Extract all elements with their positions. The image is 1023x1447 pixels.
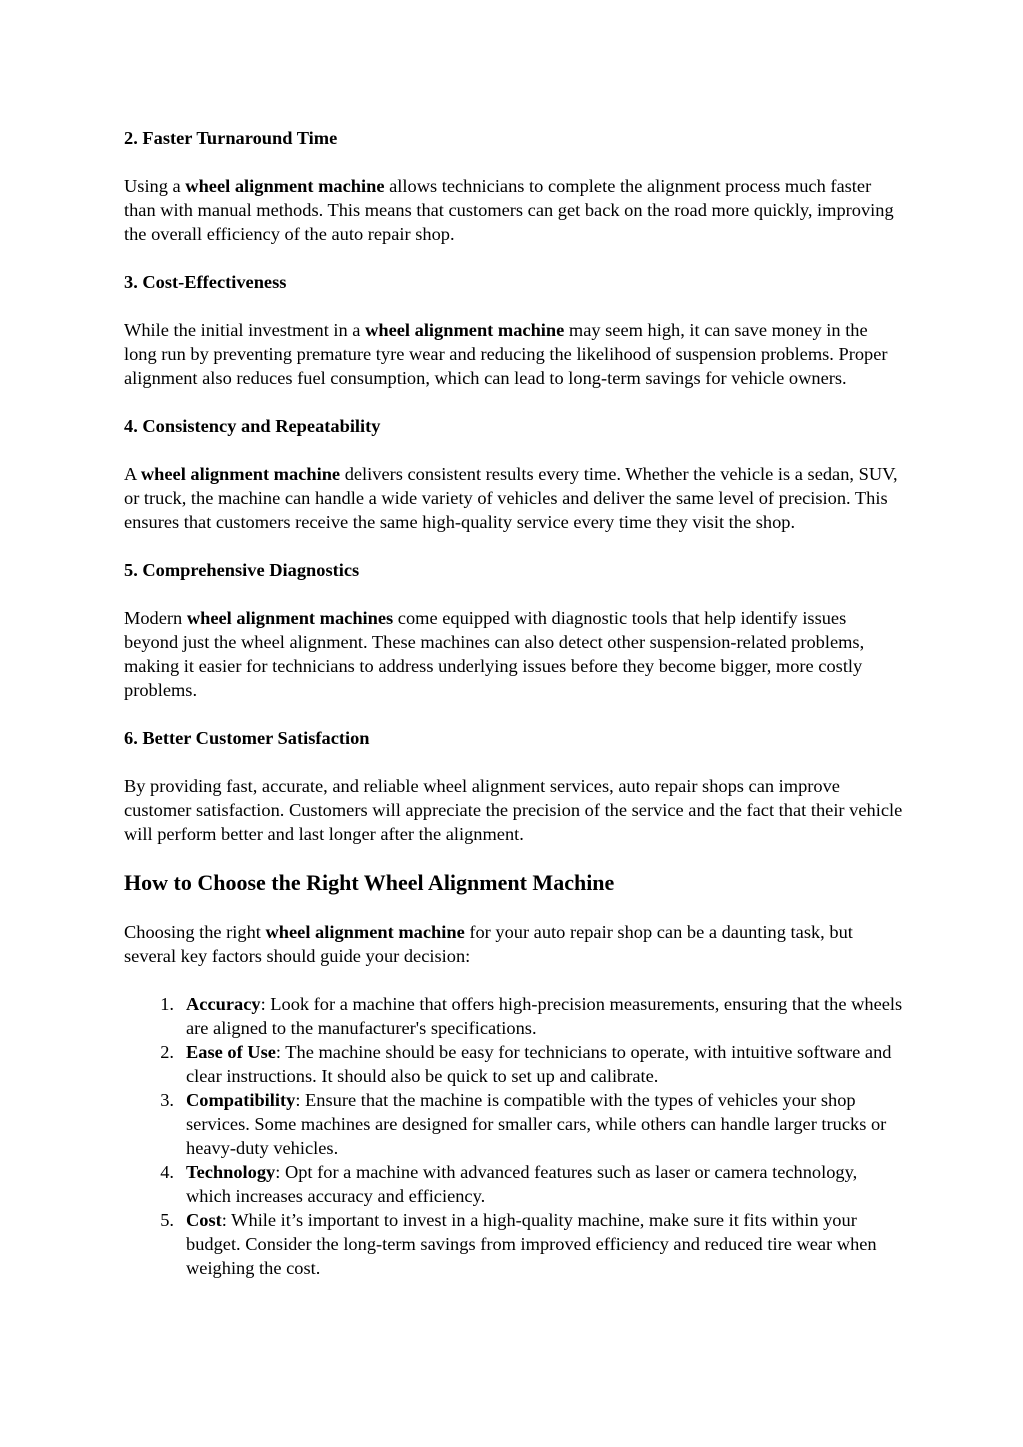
list-number: 2. <box>160 1042 174 1062</box>
paragraph-text: for your auto repair shop can be a daunting task, but several key factors should guide your decision: <box>124 922 853 966</box>
keyword-bold: wheel alignment machines <box>186 608 394 628</box>
section-paragraph <box>124 174 904 246</box>
list-item <box>124 1088 904 1160</box>
document-page <box>124 126 904 1280</box>
keyword-bold: wheel alignment machine <box>365 320 565 340</box>
paragraph-text: allows technicians to complete the alignment process much faster than with manual methods. This means that customers can get back on the road more quickly, improving the overall efficiency of the auto repair shop. <box>124 176 894 244</box>
paragraph-text: come equipped with diagnostic tools that help identify issues beyond just the wheel alignment. These machines can also detect other suspension-related problems, making it easier for technicians to address underlying issues before they become bigger, more costly problems. <box>124 608 865 700</box>
choose-intro <box>124 920 904 968</box>
list-number: 1. <box>160 994 174 1014</box>
factors-list <box>124 992 904 1280</box>
section-paragraph: By providing fast, accurate, and reliable wheel alignment services, auto repair shops can improve customer satisfaction. Customers will appreciate the precision of the service and the fact that their vehicle will perform better and last longer after the alignment. <box>124 776 903 844</box>
list-term: Accuracy <box>186 994 261 1014</box>
subheading-choose: How to Choose the Right Wheel Alignment Machine <box>124 870 615 895</box>
list-term: Technology <box>186 1162 276 1182</box>
paragraph-text: delivers consistent results every time. Whether the vehicle is a sedan, SUV, or truck, the machine can handle a wide variety of vehicles and deliver the same level of precision. This ensures that customers receive the same high-quality service every time they visit the shop. <box>124 464 898 532</box>
list-number: 4. <box>160 1162 174 1182</box>
keyword-bold: wheel alignment machine <box>185 176 385 196</box>
list-item <box>124 1208 904 1280</box>
list-text: : The machine should be easy for technicians to operate, with intuitive software and clear instructions. It should also be quick to set up and calibrate. <box>186 1042 892 1086</box>
keyword-bold: wheel alignment machine <box>140 464 341 484</box>
list-term: Compatibility <box>186 1090 296 1110</box>
section-paragraph <box>124 462 904 534</box>
paragraph-text: A <box>124 464 141 484</box>
list-text: : While it’s important to invest in a high-quality machine, make sure it fits within your budget. Consider the long-term savings from improved efficiency and reduced tire wear when weighing the cost. <box>186 1210 877 1278</box>
list-text: : Look for a machine that offers high-precision measurements, ensuring that the wheels are aligned to the manufacturer's specifications. <box>186 994 903 1038</box>
list-text: : Opt for a machine with advanced features such as laser or camera technology, which increases accuracy and efficiency. <box>186 1162 858 1206</box>
paragraph-text: Modern <box>124 608 187 628</box>
section-heading: 4. Consistency and Repeatability <box>124 416 381 436</box>
list-number: 3. <box>160 1090 174 1110</box>
list-number: 5. <box>160 1210 174 1230</box>
section-heading: 5. Comprehensive Diagnostics <box>124 560 360 580</box>
section-heading: 2. Faster Turnaround Time <box>124 128 338 148</box>
list-text: : Ensure that the machine is compatible with the types of vehicles your shop services. Some machines are designed for smaller cars, while others can handle larger trucks or heavy-duty vehicles. <box>186 1090 887 1158</box>
list-item <box>124 1040 904 1088</box>
section-paragraph <box>124 318 904 390</box>
section-paragraph <box>124 606 904 702</box>
section-heading: 6. Better Customer Satisfaction <box>124 728 370 748</box>
paragraph-text: Choosing the right <box>124 922 266 942</box>
list-term: Cost <box>186 1210 222 1230</box>
section-heading: 3. Cost-Effectiveness <box>124 272 287 292</box>
paragraph-text: Using a <box>124 176 186 196</box>
paragraph-text: While the initial investment in a <box>124 320 366 340</box>
list-item <box>124 1160 904 1208</box>
paragraph-text: may seem high, it can save money in the long run by preventing premature tyre wear and reducing the likelihood of suspension problems. Proper alignment also reduces fuel consumption, which can lead to long-term savings for vehicle owners. <box>124 320 888 388</box>
list-item <box>124 992 904 1040</box>
keyword-bold: wheel alignment machine <box>265 922 465 942</box>
list-term: Ease of Use <box>186 1042 276 1062</box>
